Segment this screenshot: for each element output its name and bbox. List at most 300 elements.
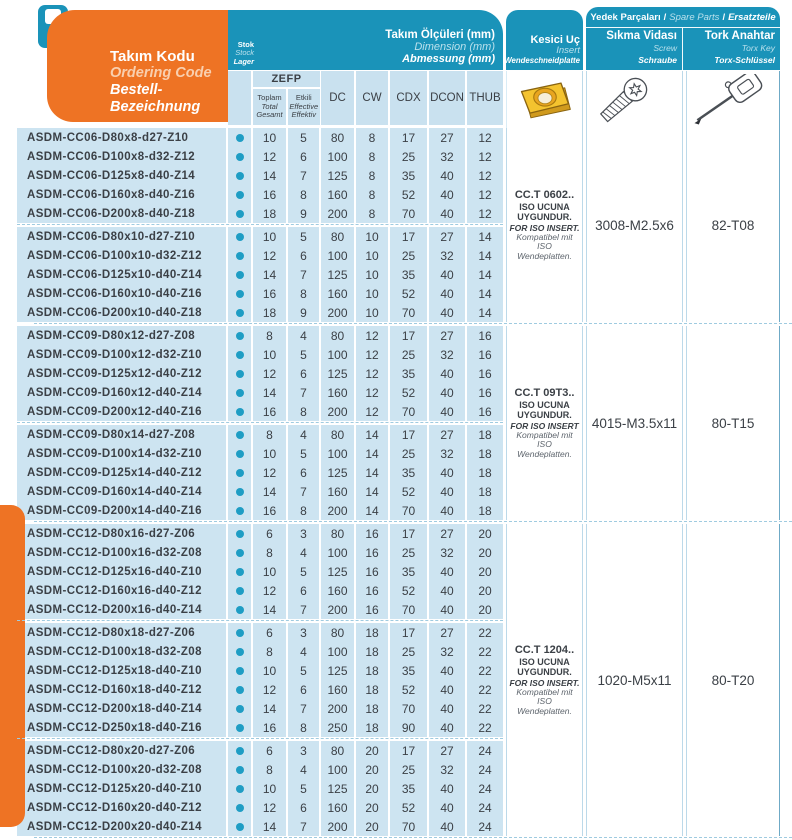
- dim-value-cell: 17: [390, 623, 427, 642]
- stock-cell: [228, 303, 251, 322]
- dim-value-cell: 70: [390, 402, 427, 421]
- dim-value-cell: 200: [321, 699, 354, 718]
- dim-value-cell: 3: [288, 741, 319, 760]
- dim-value-cell: 5: [288, 444, 319, 463]
- dim-value-cell: 6: [288, 680, 319, 699]
- zefp-total-en: Total: [261, 101, 278, 111]
- ordering-code-cell: ASDM-CC06-D100x8-d32-Z12: [17, 147, 226, 166]
- dim-value-cell: 14: [467, 246, 503, 265]
- stock-subheader-cell: [228, 71, 251, 125]
- screw-label-en: Screw: [653, 43, 677, 53]
- stock-cell: [228, 817, 251, 836]
- stock-cell: [228, 425, 251, 444]
- dim-value-cell: 100: [321, 642, 354, 661]
- dim-value-cell: 4: [288, 543, 319, 562]
- dim-value-cell: 8: [288, 284, 319, 303]
- table-row: [17, 718, 503, 737]
- insert-note-de: Kompatibel mit ISO Wendeplatten.: [516, 686, 573, 716]
- torx-label-tr: Tork Anahtar: [704, 29, 775, 42]
- dim-value-cell: 52: [390, 383, 427, 402]
- insert-note-tr: ISO UCUNA UYGUNDUR.: [517, 656, 572, 678]
- dim-value-cell: 16: [356, 524, 388, 543]
- stock-dot-icon: [236, 290, 244, 298]
- dim-value-cell: 17: [390, 326, 427, 345]
- stock-dot-icon: [236, 606, 244, 614]
- stock-cell: [228, 246, 251, 265]
- stock-cell: [228, 402, 251, 421]
- torx-label-de: Torx-Schlüssel: [714, 55, 775, 65]
- dim-value-cell: 16: [253, 402, 286, 421]
- stock-dot-icon: [236, 766, 244, 774]
- ordering-code-cell: ASDM-CC09-D160x12-d40-Z14: [17, 383, 226, 402]
- dim-value-cell: 18: [253, 303, 286, 322]
- torx-key-header: [683, 28, 780, 70]
- dim-value-cell: 6: [288, 246, 319, 265]
- ordering-code-cell: ASDM-CC06-D160x10-d40-Z16: [17, 284, 226, 303]
- screw-header: [586, 28, 683, 70]
- dim-value-cell: 14: [253, 699, 286, 718]
- torx-value-cell: 82-T08: [686, 128, 780, 322]
- dim-value-cell: 16: [467, 383, 503, 402]
- table-row: [17, 227, 503, 246]
- dim-value-cell: 12: [253, 680, 286, 699]
- dim-value-cell: 12: [356, 345, 388, 364]
- stock-dot-icon: [236, 549, 244, 557]
- dim-value-cell: 35: [390, 166, 427, 185]
- dim-value-cell: 25: [390, 345, 427, 364]
- dim-value-cell: 40: [429, 661, 465, 680]
- dim-value-cell: 27: [429, 425, 465, 444]
- dim-value-cell: 17: [390, 128, 427, 147]
- dim-value-cell: 14: [467, 303, 503, 322]
- dim-value-cell: 12: [467, 166, 503, 185]
- stock-cell: [228, 760, 251, 779]
- dim-value-cell: 16: [253, 284, 286, 303]
- dim-value-cell: 125: [321, 166, 354, 185]
- table-row: [17, 402, 503, 421]
- dim-value-cell: 18: [467, 501, 503, 520]
- subgroup-separator: [17, 737, 503, 741]
- zefp-effective-en: Effective: [289, 101, 319, 111]
- dim-value-cell: 9: [288, 303, 319, 322]
- spare-parts-title: [586, 7, 780, 28]
- dim-value-cell: 7: [288, 482, 319, 501]
- table-row: [17, 128, 503, 147]
- subgroup-separator: [17, 619, 503, 623]
- dim-value-cell: 4: [288, 326, 319, 345]
- dim-value-cell: 27: [429, 524, 465, 543]
- dim-value-cell: 16: [356, 562, 388, 581]
- dim-value-cell: 52: [390, 581, 427, 600]
- insert-note-tr: ISO UCUNA UYGUNDUR.: [517, 201, 572, 223]
- screw-label-tr: Sıkma Vidası: [606, 29, 677, 42]
- stock-cell: [228, 779, 251, 798]
- dim-value-cell: 14: [356, 482, 388, 501]
- stock-cell: [228, 524, 251, 543]
- dim-value-cell: 40: [429, 600, 465, 619]
- table-row: [17, 661, 503, 680]
- dim-value-cell: 35: [390, 463, 427, 482]
- column-header-thub: THUB: [467, 71, 503, 125]
- dim-value-cell: 32: [429, 246, 465, 265]
- dim-value-cell: 24: [467, 760, 503, 779]
- stock-cell: [228, 204, 251, 223]
- ordering-code-cell: ASDM-CC12-D80x20-d27-Z06: [17, 741, 226, 760]
- dim-value-cell: 10: [253, 562, 286, 581]
- dim-value-cell: 9: [288, 204, 319, 223]
- dim-value-cell: 10: [253, 227, 286, 246]
- dim-value-cell: 18: [356, 661, 388, 680]
- dim-value-cell: 32: [429, 760, 465, 779]
- dim-value-cell: 7: [288, 166, 319, 185]
- dim-value-cell: 17: [390, 741, 427, 760]
- table-row: [17, 623, 503, 642]
- dim-value-cell: 160: [321, 383, 354, 402]
- table-row: [17, 265, 503, 284]
- dim-value-cell: 40: [429, 501, 465, 520]
- table-row: [17, 779, 503, 798]
- dim-value-cell: 35: [390, 779, 427, 798]
- dim-value-cell: 8: [288, 718, 319, 737]
- ordering-code-cell: ASDM-CC06-D125x10-d40-Z14: [17, 265, 226, 284]
- dim-value-cell: 25: [390, 147, 427, 166]
- stock-dot-icon: [236, 507, 244, 515]
- dim-value-cell: 32: [429, 345, 465, 364]
- ordering-code-header: [47, 10, 228, 122]
- dim-value-cell: 16: [467, 326, 503, 345]
- dim-value-cell: 40: [429, 718, 465, 737]
- dim-value-cell: 40: [429, 364, 465, 383]
- table-row: [17, 798, 503, 817]
- stock-dot-icon: [236, 804, 244, 812]
- table-header: [0, 0, 792, 128]
- dim-value-cell: 40: [429, 166, 465, 185]
- stock-cell: [228, 741, 251, 760]
- dim-value-cell: 10: [356, 284, 388, 303]
- ordering-code-label-de: Bestell-Bezeichnung: [110, 82, 201, 115]
- dim-value-cell: 160: [321, 798, 354, 817]
- table-row: [17, 185, 503, 204]
- block-separator: [34, 520, 792, 524]
- table-row: [17, 642, 503, 661]
- dim-value-cell: 8: [356, 204, 388, 223]
- dim-value-cell: 20: [356, 798, 388, 817]
- stock-cell: [228, 463, 251, 482]
- ordering-code-cell: ASDM-CC12-D160x18-d40-Z12: [17, 680, 226, 699]
- dim-value-cell: 20: [467, 562, 503, 581]
- dim-value-cell: 16: [356, 600, 388, 619]
- dim-value-cell: 100: [321, 246, 354, 265]
- ordering-code-label-tr: Takım Kodu: [110, 48, 195, 65]
- dimensions-label: [385, 29, 495, 66]
- dim-value-cell: 160: [321, 581, 354, 600]
- stock-dot-icon: [236, 648, 244, 656]
- dim-value-cell: 16: [253, 185, 286, 204]
- insert-note-cell: [506, 524, 583, 836]
- dim-value-cell: 40: [429, 699, 465, 718]
- dim-value-cell: 24: [467, 798, 503, 817]
- dim-value-cell: 8: [288, 402, 319, 421]
- stock-cell: [228, 383, 251, 402]
- dim-value-cell: 6: [288, 798, 319, 817]
- tool-block: [17, 326, 780, 520]
- dim-value-cell: 5: [288, 562, 319, 581]
- dim-value-cell: 27: [429, 326, 465, 345]
- dim-value-cell: 125: [321, 661, 354, 680]
- ccmt-insert-icon: [514, 77, 576, 123]
- dim-value-cell: 160: [321, 185, 354, 204]
- dim-value-cell: 25: [390, 642, 427, 661]
- dim-value-cell: 12: [356, 364, 388, 383]
- dim-value-cell: 70: [390, 817, 427, 836]
- dim-value-cell: 14: [356, 444, 388, 463]
- dim-value-cell: 3: [288, 524, 319, 543]
- dim-value-cell: 7: [288, 383, 319, 402]
- dim-value-cell: 70: [390, 204, 427, 223]
- dim-value-cell: 7: [288, 699, 319, 718]
- dim-value-cell: 80: [321, 326, 354, 345]
- dim-value-cell: 40: [429, 779, 465, 798]
- tool-rows: [17, 326, 503, 520]
- dim-value-cell: 40: [429, 303, 465, 322]
- stock-dot-icon: [236, 747, 244, 755]
- stock-dot-icon: [236, 134, 244, 142]
- dim-value-cell: 5: [288, 661, 319, 680]
- dim-value-cell: 18: [356, 623, 388, 642]
- dim-value-cell: 5: [288, 345, 319, 364]
- dim-value-cell: 22: [467, 661, 503, 680]
- stock-cell: [228, 543, 251, 562]
- table-row: [17, 246, 503, 265]
- dim-value-cell: 160: [321, 482, 354, 501]
- zefp-total-de: Gesamt: [256, 110, 283, 119]
- dim-value-cell: 8: [253, 543, 286, 562]
- dim-value-cell: 20: [356, 741, 388, 760]
- ordering-code-cell: ASDM-CC09-D100x12-d32-Z10: [17, 345, 226, 364]
- table-row: [17, 543, 503, 562]
- dim-value-cell: 35: [390, 265, 427, 284]
- dim-value-cell: 10: [253, 444, 286, 463]
- table-row: [17, 326, 503, 345]
- stock-cell: [228, 326, 251, 345]
- insert-note-en: FOR ISO INSERT.: [509, 677, 580, 688]
- dim-value-cell: 14: [253, 383, 286, 402]
- torx-value-cell: 80-T15: [686, 326, 780, 520]
- ordering-code-cell: ASDM-CC12-D80x16-d27-Z06: [17, 524, 226, 543]
- dim-value-cell: 14: [356, 463, 388, 482]
- dim-value-cell: 80: [321, 425, 354, 444]
- stock-dot-icon: [236, 332, 244, 340]
- dim-value-cell: 16: [253, 718, 286, 737]
- dim-value-cell: 35: [390, 364, 427, 383]
- dim-value-cell: 5: [288, 779, 319, 798]
- spare-parts-label-en: Spare Parts: [669, 11, 720, 23]
- dim-value-cell: 8: [288, 185, 319, 204]
- dim-value-cell: 40: [429, 798, 465, 817]
- dim-value-cell: 8: [356, 128, 388, 147]
- ordering-code-cell: ASDM-CC12-D160x20-d40-Z12: [17, 798, 226, 817]
- dim-value-cell: 22: [467, 699, 503, 718]
- dim-value-cell: 32: [429, 444, 465, 463]
- zefp-total-tr: Toplam: [257, 93, 282, 102]
- ordering-code-cell: ASDM-CC09-D200x14-d40-Z16: [17, 501, 226, 520]
- ordering-code-cell: ASDM-CC12-D160x16-d40-Z12: [17, 581, 226, 600]
- table-row: [17, 741, 503, 760]
- dim-value-cell: 17: [390, 425, 427, 444]
- stock-label-tr: Stok: [237, 39, 254, 49]
- insert-note-cell: [506, 128, 583, 322]
- dim-value-cell: 14: [253, 817, 286, 836]
- dim-value-cell: 8: [356, 185, 388, 204]
- spare-cells: [503, 128, 780, 322]
- stock-cell: [228, 482, 251, 501]
- dim-value-cell: 18: [467, 425, 503, 444]
- subgroup-separator: [17, 421, 503, 425]
- dim-value-cell: 27: [429, 128, 465, 147]
- ordering-code-cell: ASDM-CC12-D125x16-d40-Z10: [17, 562, 226, 581]
- ordering-code-cell: ASDM-CC12-D100x20-d32-Z08: [17, 760, 226, 779]
- dim-value-cell: 5: [288, 227, 319, 246]
- dim-value-cell: 40: [429, 581, 465, 600]
- table-row: [17, 524, 503, 543]
- dim-value-cell: 35: [390, 661, 427, 680]
- dim-value-cell: 12: [467, 185, 503, 204]
- dim-value-cell: 10: [253, 345, 286, 364]
- insert-label-de: Wendeschneidplatte: [504, 56, 580, 65]
- stock-dot-icon: [236, 271, 244, 279]
- ordering-code-label-en: Ordering Code: [110, 65, 212, 81]
- zefp-total-header: [253, 89, 286, 126]
- dim-value-cell: 100: [321, 345, 354, 364]
- table-row: [17, 562, 503, 581]
- dim-value-cell: 14: [467, 284, 503, 303]
- table-row: [17, 364, 503, 383]
- stock-dot-icon: [236, 309, 244, 317]
- dim-value-cell: 17: [390, 227, 427, 246]
- ordering-code-cell: ASDM-CC06-D125x8-d40-Z14: [17, 166, 226, 185]
- dim-value-cell: 27: [429, 227, 465, 246]
- dim-value-cell: 32: [429, 642, 465, 661]
- stock-cell: [228, 680, 251, 699]
- dim-value-cell: 8: [253, 425, 286, 444]
- stock-cell: [228, 265, 251, 284]
- table-row: [17, 581, 503, 600]
- dim-value-cell: 24: [467, 741, 503, 760]
- dim-value-cell: 20: [356, 779, 388, 798]
- screw-value-cell: 4015-M3.5x11: [586, 326, 683, 520]
- stock-dot-icon: [236, 724, 244, 732]
- dim-value-cell: 10: [356, 246, 388, 265]
- dim-value-cell: 10: [356, 265, 388, 284]
- dim-value-cell: 16: [356, 581, 388, 600]
- stock-cell: [228, 444, 251, 463]
- dim-value-cell: 52: [390, 284, 427, 303]
- insert-note-en: FOR ISO INSERT.: [509, 222, 580, 233]
- screw-value-cell: 3008-M2.5x6: [586, 128, 683, 322]
- dim-value-cell: 25: [390, 543, 427, 562]
- stock-dot-icon: [236, 667, 244, 675]
- ordering-code-cell: ASDM-CC09-D160x14-d40-Z14: [17, 482, 226, 501]
- dim-value-cell: 14: [467, 227, 503, 246]
- table-row: [17, 699, 503, 718]
- dim-value-cell: 14: [356, 501, 388, 520]
- stock-dot-icon: [236, 785, 244, 793]
- dim-value-cell: 125: [321, 265, 354, 284]
- dim-value-cell: 40: [429, 562, 465, 581]
- stock-dot-icon: [236, 172, 244, 180]
- dim-value-cell: 22: [467, 623, 503, 642]
- dim-value-cell: 32: [429, 543, 465, 562]
- dim-value-cell: 18: [356, 718, 388, 737]
- dim-value-cell: 24: [467, 779, 503, 798]
- ordering-code-cell: ASDM-CC06-D160x8-d40-Z16: [17, 185, 226, 204]
- dim-value-cell: 40: [429, 482, 465, 501]
- dim-value-cell: 80: [321, 227, 354, 246]
- dim-value-cell: 250: [321, 718, 354, 737]
- dim-value-cell: 6: [288, 147, 319, 166]
- dim-value-cell: 52: [390, 798, 427, 817]
- dim-value-cell: 80: [321, 741, 354, 760]
- dim-value-cell: 16: [253, 501, 286, 520]
- dim-value-cell: 160: [321, 284, 354, 303]
- stock-dot-icon: [236, 488, 244, 496]
- torx-screw-icon: [593, 74, 677, 126]
- dim-value-cell: 10: [253, 128, 286, 147]
- spare-parts-header: [586, 7, 780, 70]
- dim-value-cell: 12: [253, 246, 286, 265]
- dim-value-cell: 8: [356, 147, 388, 166]
- dim-value-cell: 12: [356, 326, 388, 345]
- dim-value-cell: 24: [467, 817, 503, 836]
- dim-value-cell: 4: [288, 642, 319, 661]
- stock-dot-icon: [236, 389, 244, 397]
- dim-value-cell: 12: [253, 463, 286, 482]
- dim-value-cell: 22: [467, 718, 503, 737]
- ordering-code-cell: ASDM-CC09-D200x12-d40-Z16: [17, 402, 226, 421]
- dim-value-cell: 14: [356, 425, 388, 444]
- dim-value-cell: 10: [356, 303, 388, 322]
- table-row: [17, 166, 503, 185]
- stock-cell: [228, 661, 251, 680]
- dim-value-cell: 16: [467, 364, 503, 383]
- dim-value-cell: 200: [321, 303, 354, 322]
- stock-dot-icon: [236, 450, 244, 458]
- table-row: [17, 345, 503, 364]
- dim-value-cell: 22: [467, 642, 503, 661]
- dim-value-cell: 70: [390, 699, 427, 718]
- dim-value-cell: 25: [390, 444, 427, 463]
- stock-dot-icon: [236, 686, 244, 694]
- table-row: [17, 284, 503, 303]
- tool-rows: [17, 524, 503, 836]
- stock-dot-icon: [236, 587, 244, 595]
- ordering-code-cell: ASDM-CC12-D200x16-d40-Z14: [17, 600, 226, 619]
- column-header-dc: DC: [321, 71, 354, 125]
- zefp-effective-tr: Etkili: [295, 93, 312, 102]
- dim-value-cell: 5: [288, 128, 319, 147]
- stock-dot-icon: [236, 233, 244, 241]
- dim-value-cell: 12: [467, 204, 503, 223]
- dimensions-header: [228, 10, 503, 70]
- dim-value-cell: 40: [429, 284, 465, 303]
- subgroup-separator: [17, 223, 503, 227]
- insert-label-tr: Kesici Uç: [530, 33, 580, 46]
- page-edge-tab: [0, 505, 25, 827]
- insert-note-tr: ISO UCUNA UYGUNDUR.: [517, 399, 572, 421]
- insert-note-de: Kompatibel mit ISO Wendeplatten.: [516, 231, 573, 261]
- dim-value-cell: 200: [321, 501, 354, 520]
- stock-cell: [228, 798, 251, 817]
